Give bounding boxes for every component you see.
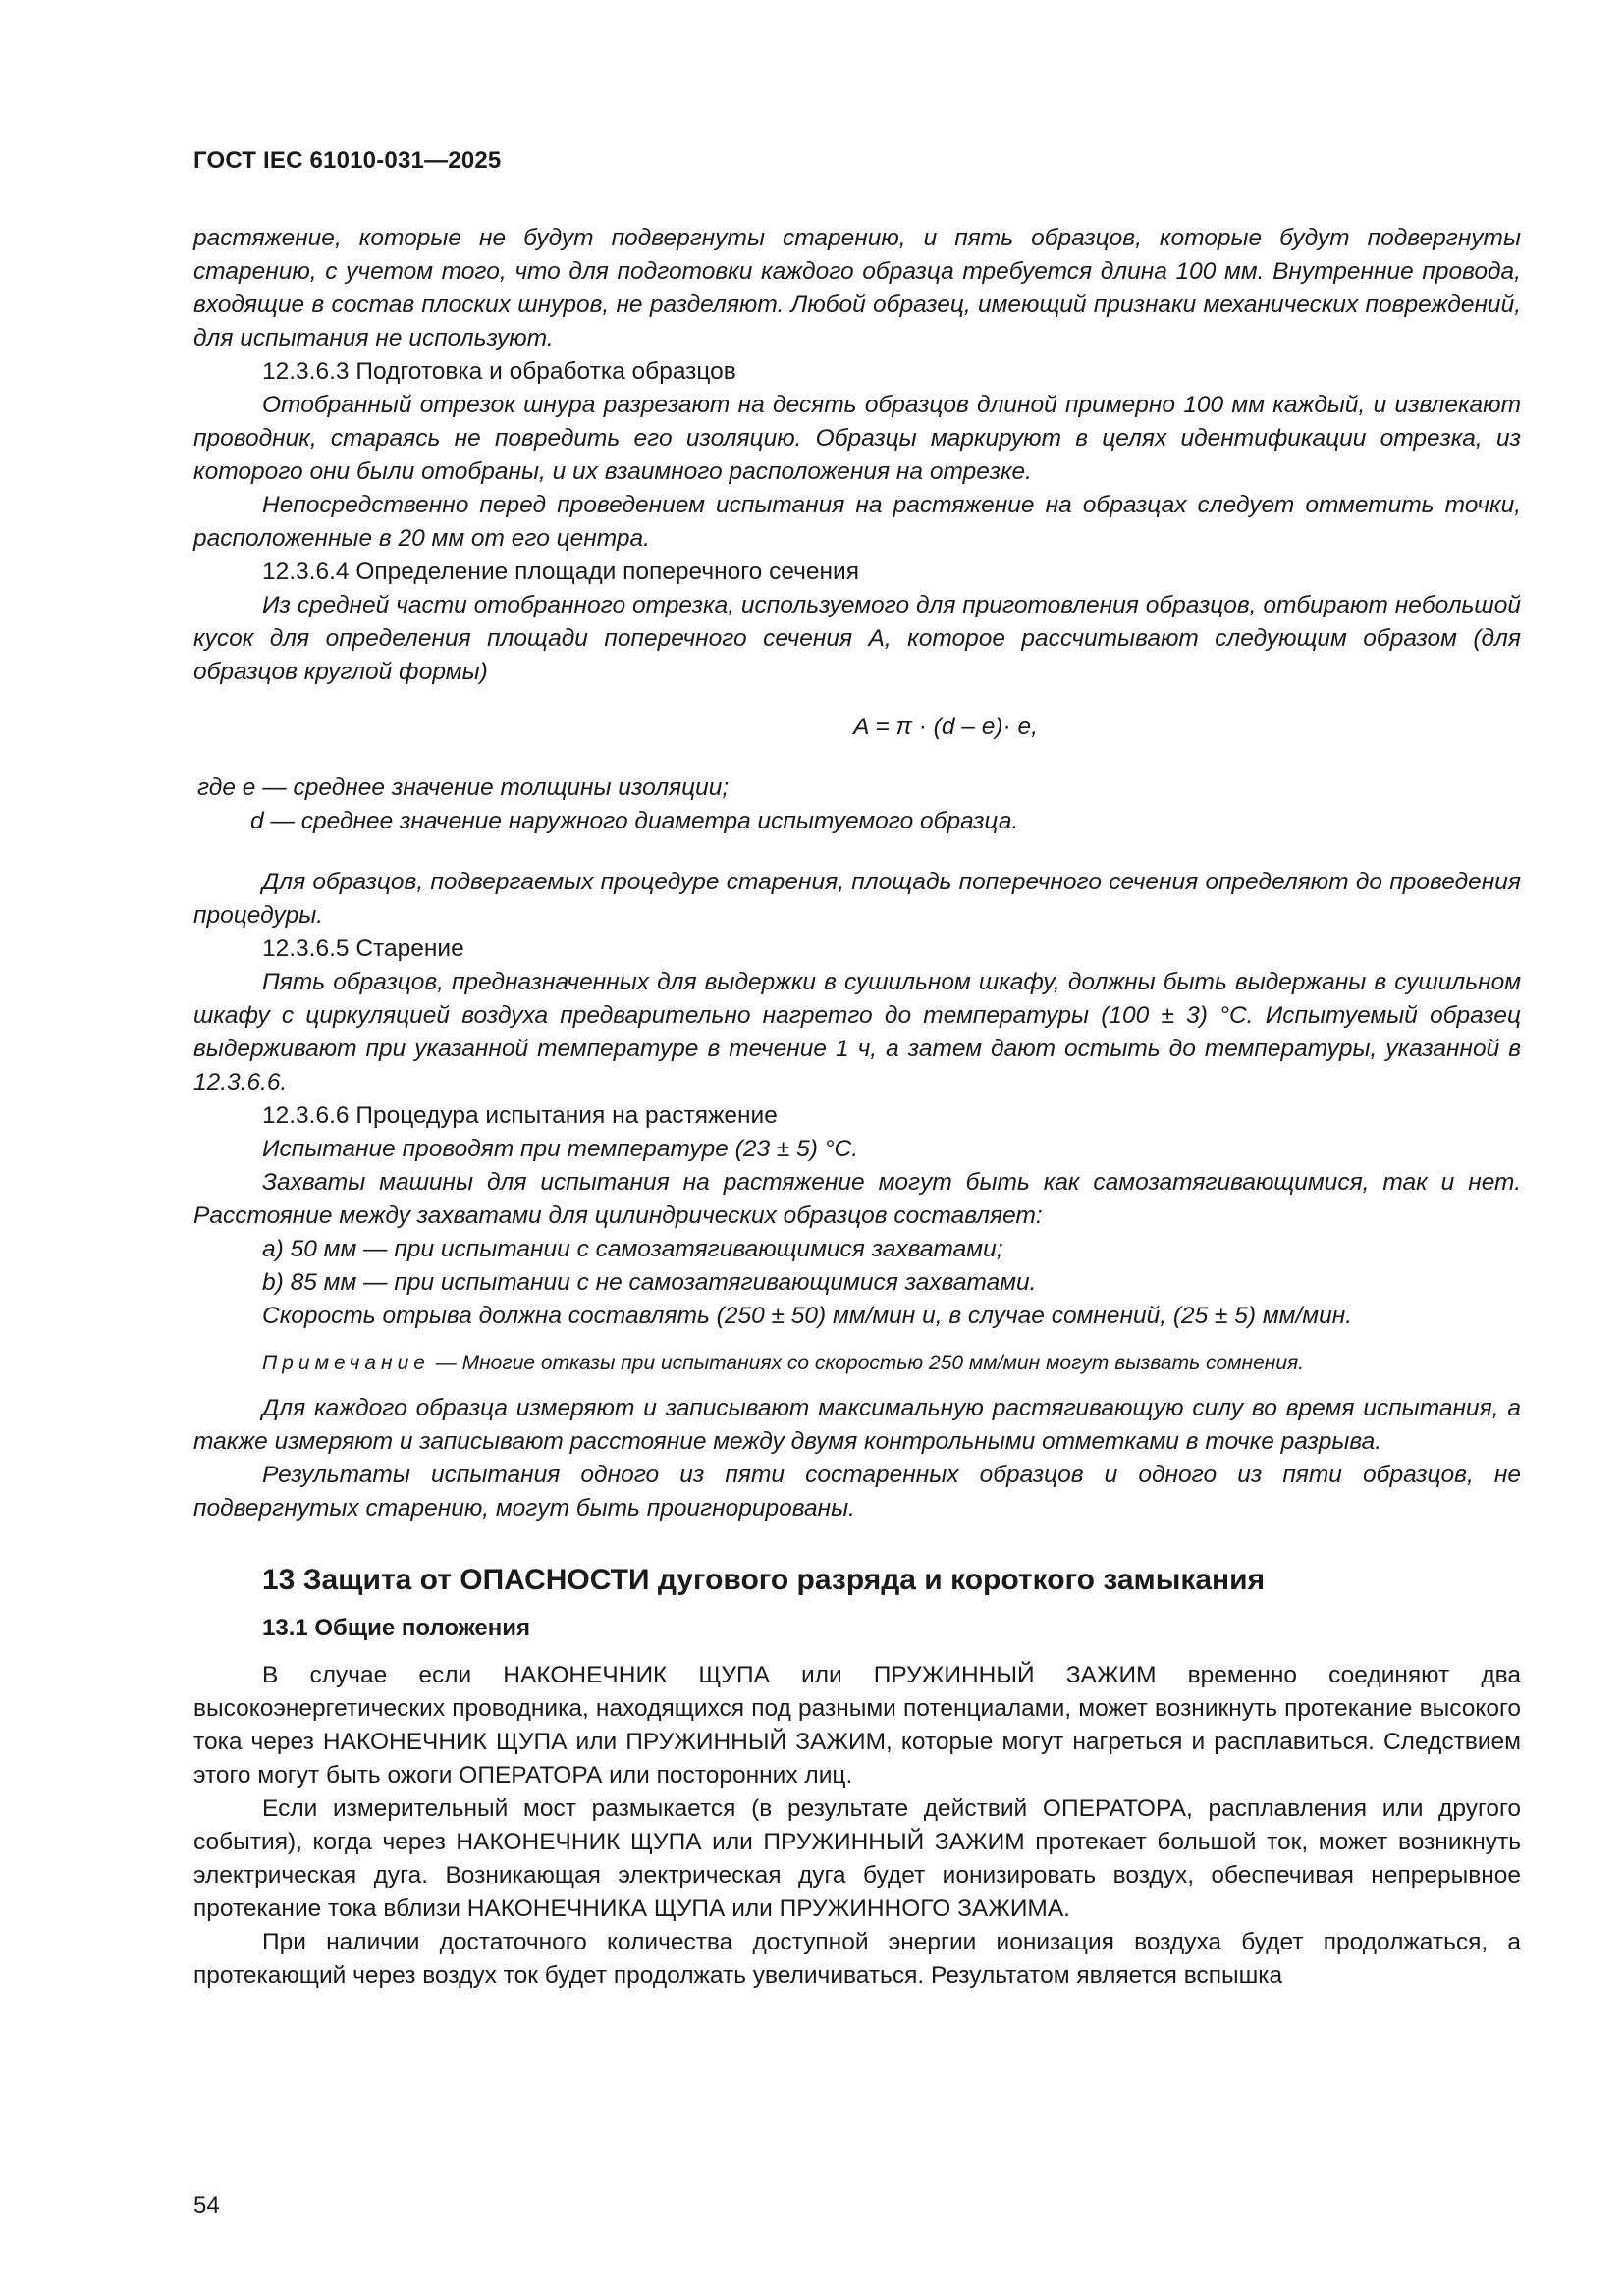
formula-legend	[193, 772, 1521, 838]
list-item: b) 85 мм — при испытании с не самозатягивающимися захватами.	[262, 1269, 1037, 1296]
note-text: — Многие отказы при испытаниях со скоростью 250 мм/мин могут вызвать сомнения.	[429, 1352, 1305, 1374]
clause-heading: 12.3.6.5 Старение	[262, 935, 464, 962]
legend-row-d: d — среднее значение наружного диаметра испытуемого образца.	[250, 808, 1019, 834]
subsection-heading: 13.1 Общие положения	[262, 1615, 531, 1641]
clause-heading: 12.3.6.4 Определение площади поперечного сечения	[262, 559, 860, 585]
paragraph: Для образцов, подвергаемых процедуре старения, площадь поперечного сечения определяют до проведения процедуры.	[193, 869, 1521, 929]
paragraph: Захваты машины для испытания на растяжение могут быть как самозатягивающимися, так и нет. Расстояние между захватами для цилиндрических образцов составляет:	[193, 1169, 1521, 1229]
paragraph: Скорость отрыва должна составлять (250 ± 50) мм/мин и, в случае сомнений, (25 ± 5) мм/мин.	[262, 1303, 1353, 1329]
paragraph: Из средней части отобранного отрезка, используемого для приготовления образцов, отбирают небольшой кусок для определения площади поперечного сечения А, которое рассчитывают следующим образом (для образцов круглой формы)	[193, 592, 1521, 685]
section-heading: 13 Защита от ОПАСНОСТИ дугового разряда и короткого замыкания	[262, 1564, 1266, 1596]
paragraph: Пять образцов, предназначенных для выдержки в сушильном шкафу, должны быть выдержаны в сушильном шкафу с циркуляцией воздуха предварительно нагретго до температуры (100 ± 3) °С. Испытуемый образец выдерживают при указанной температуре в течение 1 ч, а затем дают остыть до температуры, указанной в 12.3.6.6.	[193, 969, 1521, 1095]
paragraph: растяжение, которые не будут подвергнуты старению, и пять образцов, которые будут подвергнуты старению, с учетом того, что для подготовки каждого образца требуется длина 100 мм. Внутренние провода, входящие в состав плоских шнуров, не разделяют. Любой образец, имеющий признаки механических повреждений, для испытания не используют.	[193, 225, 1521, 351]
legend-row-e: где e — среднее значение толщины изоляции;	[197, 774, 730, 801]
paragraph: Отобранный отрезок шнура разрезают на десять образцов длиной примерно 100 мм каждый, и извлекают проводник, стараясь не повредить его изоляцию. Образцы маркируют в целях идентификации отрезка, из которого они были отобраны, и их взаимного расположения на отрезке.	[193, 392, 1521, 485]
paragraph: Испытание проводят при температуре (23 ± 5) °С.	[262, 1136, 859, 1162]
note	[193, 1347, 1521, 1380]
document-header: ГОСТ IEC 61010-031—2025	[193, 147, 502, 174]
clause-heading: 12.3.6.3 Подготовка и обработка образцов	[262, 358, 736, 385]
note-label: Примечание	[262, 1352, 430, 1374]
paragraph: В случае если НАКОНЕЧНИК ЩУПА или ПРУЖИННЫЙ ЗАЖИМ временно соединяют два высокоэнергетических проводника, находящихся под разными потенциалами, может возникнуть протекание высокого тока через НАКОНЕЧНИК ЩУПА или ПРУЖИННЫЙ ЗАЖИМ, которые могут нагреться и расплавиться. Следствием этого могут быть ожоги ОПЕРАТОРА или посторонних лиц.	[193, 1662, 1521, 1789]
page-number: 54	[193, 2192, 220, 2218]
paragraph: Непосредственно перед проведением испытания на растяжение на образцах следует отметить точки, расположенные в 20 мм от его центра.	[193, 492, 1521, 552]
paragraph: Если измерительный мост размыкается (в результате действий ОПЕРАТОРА, расплавления или другого события), когда через НАКОНЕЧНИК ЩУПА или ПРУЖИННЫЙ ЗАЖИМ протекает большой ток, может возникнуть электрическая дуга. Возникающая электрическая дуга будет ионизировать воздух, обеспечивая непрерывное протекание тока вблизи НАКОНЕЧНИКА ЩУПА или ПРУЖИННОГО ЗАЖИМА.	[193, 1795, 1521, 1922]
page-body	[193, 222, 1521, 1993]
paragraph: Для каждого образца измеряют и записывают максимальную растягивающую силу во время испытания, а также измеряют и записывают расстояние между двумя контрольными отметками в точке разрыва.	[193, 1395, 1521, 1455]
paragraph: Результаты испытания одного из пяти состаренных образцов и одного из пяти образцов, не подвергнутых старению, могут быть проигнорированы.	[193, 1462, 1521, 1522]
area-formula: A = π · (d – e)· e,	[853, 714, 1038, 740]
paragraph: При наличии достаточного количества доступной энергии ионизация воздуха будет продолжаться, а протекающий через воздух ток будет продолжать увеличиваться. Результатом является вспышка	[193, 1929, 1521, 1989]
clause-heading: 12.3.6.6 Процедура испытания на растяжение	[262, 1102, 778, 1129]
list-item: a) 50 мм — при испытании с самозатягивающимися захватами;	[262, 1236, 1003, 1262]
